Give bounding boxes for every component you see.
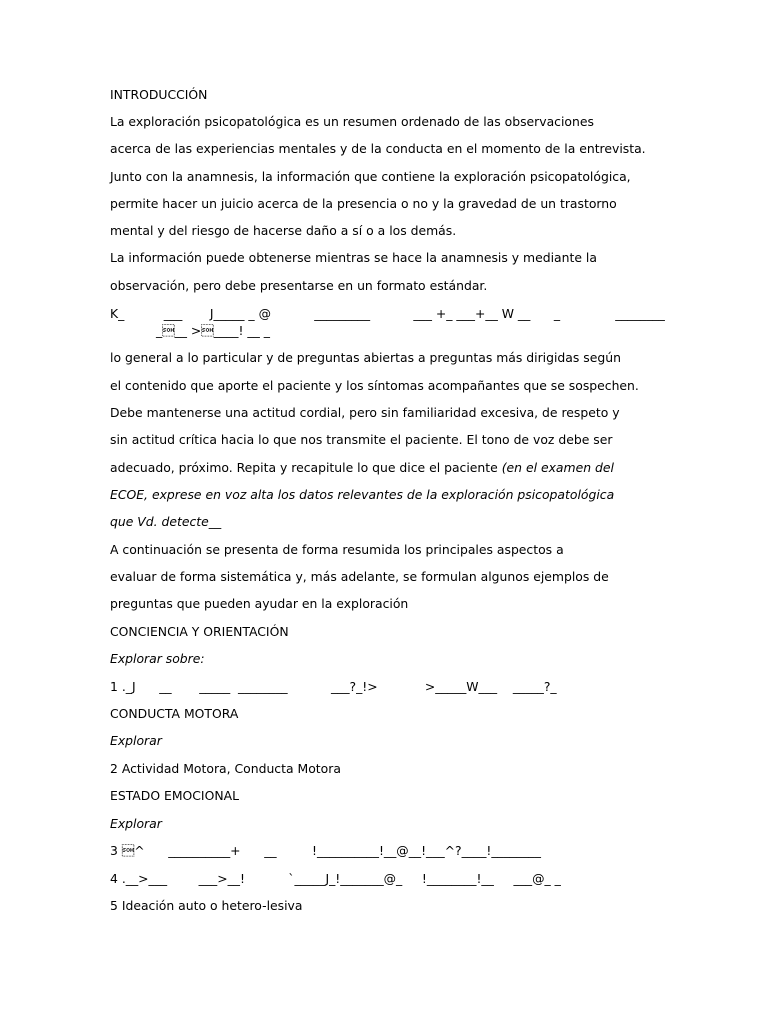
- body-line: sin actitud crítica hacia lo que nos transmite el paciente. El tono de voz debe ser: [110, 432, 613, 447]
- body-line: el contenido que aporte el paciente y los síntomas acompañantes que se sospechen.: [110, 378, 639, 393]
- body-line: A continuación se presenta de forma resumida los principales aspectos a: [110, 542, 564, 557]
- intro-line: observación, pero debe presentarse en un formato estándar.: [110, 278, 488, 293]
- list-item: 1 ._J __ _____ ________ ___?_!> >_____W___ _____?_: [110, 679, 557, 694]
- body-line: Debe mantenerse una actitud cordial, pero sin familiaridad excesiva, de respeto y: [110, 405, 620, 420]
- body-line-mixed: [110, 514, 221, 530]
- body-text-italic: (en el examen del: [501, 460, 614, 475]
- explorar-label: Explorar: [110, 816, 162, 831]
- intro-line: permite hacer un juicio acerca de la presencia o no y la gravedad de un trastorno: [110, 196, 617, 211]
- list-item: 4 .__>___ ___>__! `_____J_!_______@_ !________!__ ___@_ _: [110, 871, 561, 886]
- heading-conciencia: CONCIENCIA Y ORIENTACIÓN: [110, 624, 289, 639]
- garbled-line: K_ ___ J_____ _ @ _________ ___ +_ ___+__ W __ _ ________: [110, 306, 665, 321]
- body-line: lo general a lo particular y de preguntas abiertas a preguntas más dirigidas según: [110, 350, 621, 365]
- intro-line: acerca de las experiencias mentales y de la conducta en el momento de la entrevista.: [110, 141, 646, 156]
- intro-line: La exploración psicopatológica es un resumen ordenado de las observaciones: [110, 114, 594, 129]
- intro-line: mental y del riesgo de hacerse daño a sí o a los demás.: [110, 223, 457, 238]
- body-text-italic: que Vd. detecte__: [110, 514, 222, 529]
- list-item: 2 Actividad Motora, Conducta Motora: [110, 761, 341, 776]
- list-item: 5 Ideación auto o hetero-lesiva: [110, 898, 303, 913]
- body-line-italic: ECOE, exprese en voz alta los datos relevantes de la exploración psicopatológica: [110, 487, 615, 502]
- body-line: evaluar de forma sistemática y, más adelante, se formulan algunos ejemplos de: [110, 569, 609, 584]
- heading-estado-emocional: ESTADO EMOCIONAL: [110, 788, 239, 803]
- heading-introduccion: INTRODUCCIÓN: [110, 87, 208, 102]
- intro-line: La información puede obtenerse mientras se hace la anamnesis y mediante la: [110, 250, 597, 265]
- body-line-mixed: [110, 460, 614, 476]
- garbled-line: ___ >____! __ _: [156, 323, 270, 338]
- explorar-label: Explorar: [110, 733, 162, 748]
- intro-line: Junto con la anamnesis, la información que contiene la exploración psicopatológica,: [110, 169, 631, 184]
- heading-conducta-motora: CONDUCTA MOTORA: [110, 706, 239, 721]
- list-item: 3 ^ __________+ __ !__________!__@__!___^?____!________: [110, 843, 541, 858]
- body-line: preguntas que pueden ayudar en la exploración: [110, 596, 409, 611]
- body-text: adecuado, próximo. Repita y recapitule lo que dice el paciente: [110, 460, 502, 475]
- explorar-label: Explorar sobre:: [110, 651, 205, 666]
